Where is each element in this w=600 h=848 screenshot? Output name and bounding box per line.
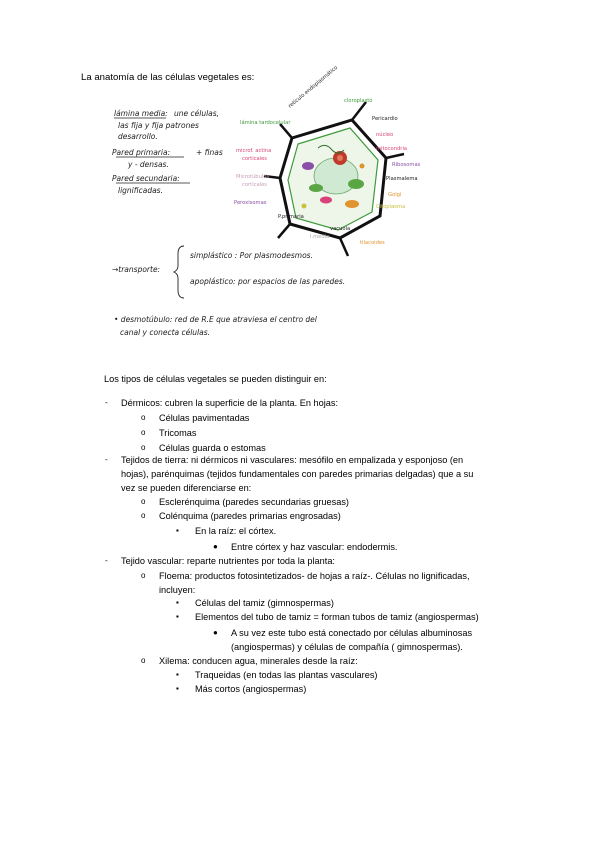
- label-tilacoides: tilacoides: [360, 240, 385, 246]
- list-tierra-1: Tejidos de tierra: ni dérmicos ni vasculares: mesófilo en empalizada y esponjoso (en: [121, 455, 464, 465]
- label-peroxisomas: Peroxisomas: [234, 200, 267, 206]
- list-tubo: Elementos del tubo de tamiz = forman tubos de tamiz (angiospermas): [195, 612, 479, 622]
- label-lamina-tardio: lámina tardocelular: [240, 120, 291, 126]
- list-tierra-2: hojas), parénquimas (tejidos fundamentales con paredes primarias delgadas) que a su: [121, 469, 474, 479]
- circle-marker: o: [141, 443, 146, 452]
- note-lamina-text-2: las fija y fija patrones: [118, 121, 199, 130]
- square-marker: ▪: [176, 684, 179, 693]
- note-desmotubulo-2: canal y conecta células.: [120, 328, 211, 337]
- list-tierra-3: vez se pueden diferenciarse en:: [121, 483, 252, 493]
- list-floema-1: Floema: productos fotosintetizados- de hojas a raíz-. Células no lignificadas,: [159, 571, 470, 581]
- circle-marker: o: [141, 571, 146, 580]
- label-microtubulos: Microtúbulos: [236, 174, 270, 180]
- list-guarda: Células guarda o estomas: [159, 443, 266, 453]
- list-endodermis: Entre córtex y haz vascular: endodermis.: [231, 542, 398, 552]
- label-mitocondria: mitocondria: [376, 146, 408, 152]
- list-vascular: Tejido vascular: reparte nutrientes por toda la planta:: [121, 556, 335, 566]
- note-transporte-label: →transporte:: [112, 265, 161, 274]
- circle-marker: o: [141, 413, 146, 422]
- dot-marker: ●: [213, 628, 218, 637]
- list-pavimentadas: Células pavimentadas: [159, 413, 250, 423]
- circle-marker: o: [141, 511, 146, 520]
- label-corticales2: corticales: [242, 182, 268, 188]
- note-lamina-text-1: une células,: [174, 109, 220, 118]
- dash-marker: -: [105, 398, 108, 407]
- list-albuminosas-2: (angiospermas) y células de compañía ( gimnospermas).: [231, 642, 463, 652]
- note-desmotubulo: • desmotúbulo: red de R.E que atraviesa el centro del: [114, 315, 317, 324]
- list-cortos: Más cortos (angiospermas): [195, 684, 307, 694]
- list-dermicos: Dérmicos: cubren la superficie de la planta. En hojas:: [121, 398, 339, 408]
- label-pericardio: Pericardio: [372, 116, 398, 122]
- square-marker: ▪: [176, 526, 179, 535]
- label-media: l.media: [310, 234, 330, 240]
- circle-marker: o: [141, 656, 146, 665]
- note-lamina-label: lámina media:: [114, 109, 168, 118]
- list-raiz: En la raíz: el córtex.: [195, 526, 277, 536]
- list-tamiz: Células del tamiz (gimnospermas): [195, 598, 334, 608]
- note-pared-primaria-text-2: y - densas.: [128, 160, 169, 169]
- list-esclerenquima: Esclerénquima (paredes secundarias gruesas): [159, 497, 349, 507]
- note-apoplastico: apoplástico: por espacios de las paredes.: [190, 277, 346, 286]
- label-vacuola: vacuola: [330, 226, 351, 232]
- list-xilema: Xilema: conducen agua, minerales desde la raíz:: [159, 656, 358, 666]
- label-citoplasma: Citoplasma: [376, 204, 406, 210]
- label-reticulo: retículo endoplasmático: [287, 64, 340, 110]
- square-marker: ▪: [176, 670, 179, 679]
- list-tricomas: Tricomas: [159, 428, 197, 438]
- circle-marker: o: [141, 428, 146, 437]
- label-cloroplasto: cloroplasto: [344, 98, 373, 104]
- list-colenquima: Colénquima (paredes primarias engrosadas): [159, 511, 341, 521]
- label-plasmalema: Plasmalema: [386, 176, 418, 182]
- label-corticales: corticales: [242, 156, 268, 162]
- label-primaria: P.primaria: [278, 214, 304, 220]
- list-floema-2: incluyen:: [159, 585, 196, 595]
- note-simplastico: simplástico : Por plasmodesmos.: [190, 251, 313, 260]
- square-marker: ▪: [176, 598, 179, 607]
- note-pared-primaria-text-1: + finas: [196, 148, 223, 157]
- note-pared-secundaria-text: lignificadas.: [118, 186, 163, 195]
- note-lamina-text-3: desarrollo.: [118, 132, 158, 141]
- section-title: Los tipos de células vegetales se pueden distinguir en:: [104, 374, 327, 384]
- square-marker: ▪: [176, 612, 179, 621]
- label-micro-actina: microf. actina: [236, 148, 272, 154]
- circle-marker: o: [141, 497, 146, 506]
- list-albuminosas-1: A su vez este tubo está conectado por células albuminosas: [231, 628, 473, 638]
- label-ribosomas: Ribosomas: [392, 162, 421, 168]
- dot-marker: ●: [213, 542, 218, 551]
- page-heading: La anatomía de las células vegetales es:: [81, 72, 255, 83]
- list-traqueidas: Traqueidas (en todas las plantas vasculares): [195, 670, 378, 680]
- dash-marker: -: [105, 556, 108, 565]
- dash-marker: -: [105, 455, 108, 464]
- note-pared-primaria-label: Pared primaria:: [112, 148, 171, 157]
- label-golgi: Golgi: [388, 192, 402, 198]
- label-nucleo: núcleo: [376, 132, 394, 138]
- note-pared-secundaria-label: Pared secundaria:: [112, 174, 180, 183]
